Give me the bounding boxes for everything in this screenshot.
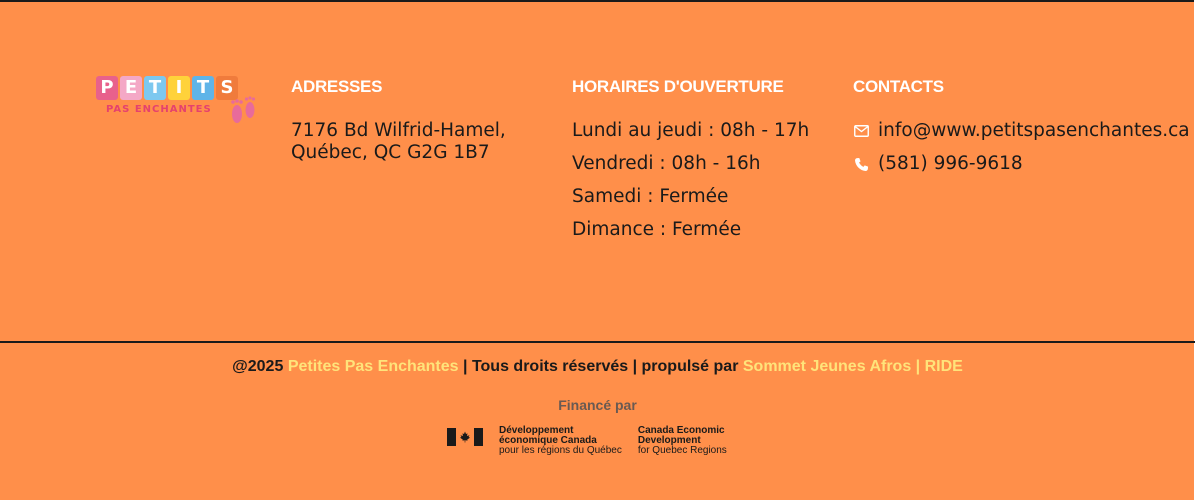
contacts-heading: CONTACTS (853, 77, 944, 96)
rights-text: | Tous droits réservés | propulsé par (463, 358, 739, 375)
gov-fr-line: économique Canada (499, 435, 597, 446)
logo-letter: T (192, 76, 214, 100)
logo-letter: I (168, 76, 190, 100)
addresses-column (291, 77, 531, 175)
government-funding-logo (447, 426, 743, 456)
footer-divider (0, 341, 1195, 343)
logo-letter: E (120, 76, 142, 100)
brand-link[interactable]: Petites Pas Enchantes (287, 358, 459, 375)
logo-letter: T (144, 76, 166, 100)
addresses-heading: ADRESSES (291, 77, 383, 96)
top-border (0, 0, 1195, 2)
gov-en-line: Development (637, 435, 701, 446)
logo-letter: P (96, 76, 118, 100)
contacts-column (853, 77, 1200, 186)
phone-link[interactable]: (581) 996-9618 (878, 153, 1023, 174)
email-contact[interactable] (853, 120, 1200, 142)
gov-text-english (638, 426, 727, 456)
page-right-edge (1194, 0, 1200, 500)
gov-fr-line: pour les régions du Québec (499, 445, 622, 456)
petits-pas-enchantes-logo[interactable] (96, 76, 266, 132)
hours-line: Dimance : Fermée (572, 219, 742, 240)
gov-en-line: Canada Economic (637, 425, 725, 436)
address-text: 7176 Bd Wilfrid-Hamel, Québec, QC G2G 1B7 (291, 120, 506, 163)
opening-hours-heading: HORAIRES D'OUVERTURE (572, 77, 784, 96)
envelope-icon (853, 123, 870, 140)
copyright-line (0, 358, 1195, 376)
separator: | (915, 358, 921, 375)
logo-letter: S (216, 76, 238, 100)
phone-icon (853, 156, 870, 173)
footprints-icon (228, 92, 258, 132)
gov-fr-line: Développement (499, 425, 574, 436)
copyright-year: @2025 (232, 358, 284, 375)
opening-hours-column (572, 77, 812, 252)
partner-link-ride[interactable]: RIDE (924, 358, 963, 375)
gov-text-french (499, 426, 622, 456)
gov-en-line: for Quebec Regions (637, 445, 727, 456)
logo-subtitle: PAS ENCHANTES (106, 104, 212, 115)
hours-line: Vendredi : 08h - 16h (572, 153, 761, 174)
funded-by-label: Financé par (558, 397, 637, 413)
hours-line: Lundi au jeudi : 08h - 17h (572, 120, 810, 141)
hours-line: Samedi : Fermée (572, 186, 729, 207)
email-link[interactable]: info@www.petitspasenchantes.ca (878, 120, 1190, 141)
partner-link-sommet[interactable]: Sommet Jeunes Afros (742, 358, 912, 375)
canada-flag-icon (447, 428, 483, 446)
phone-contact[interactable] (853, 153, 1200, 175)
